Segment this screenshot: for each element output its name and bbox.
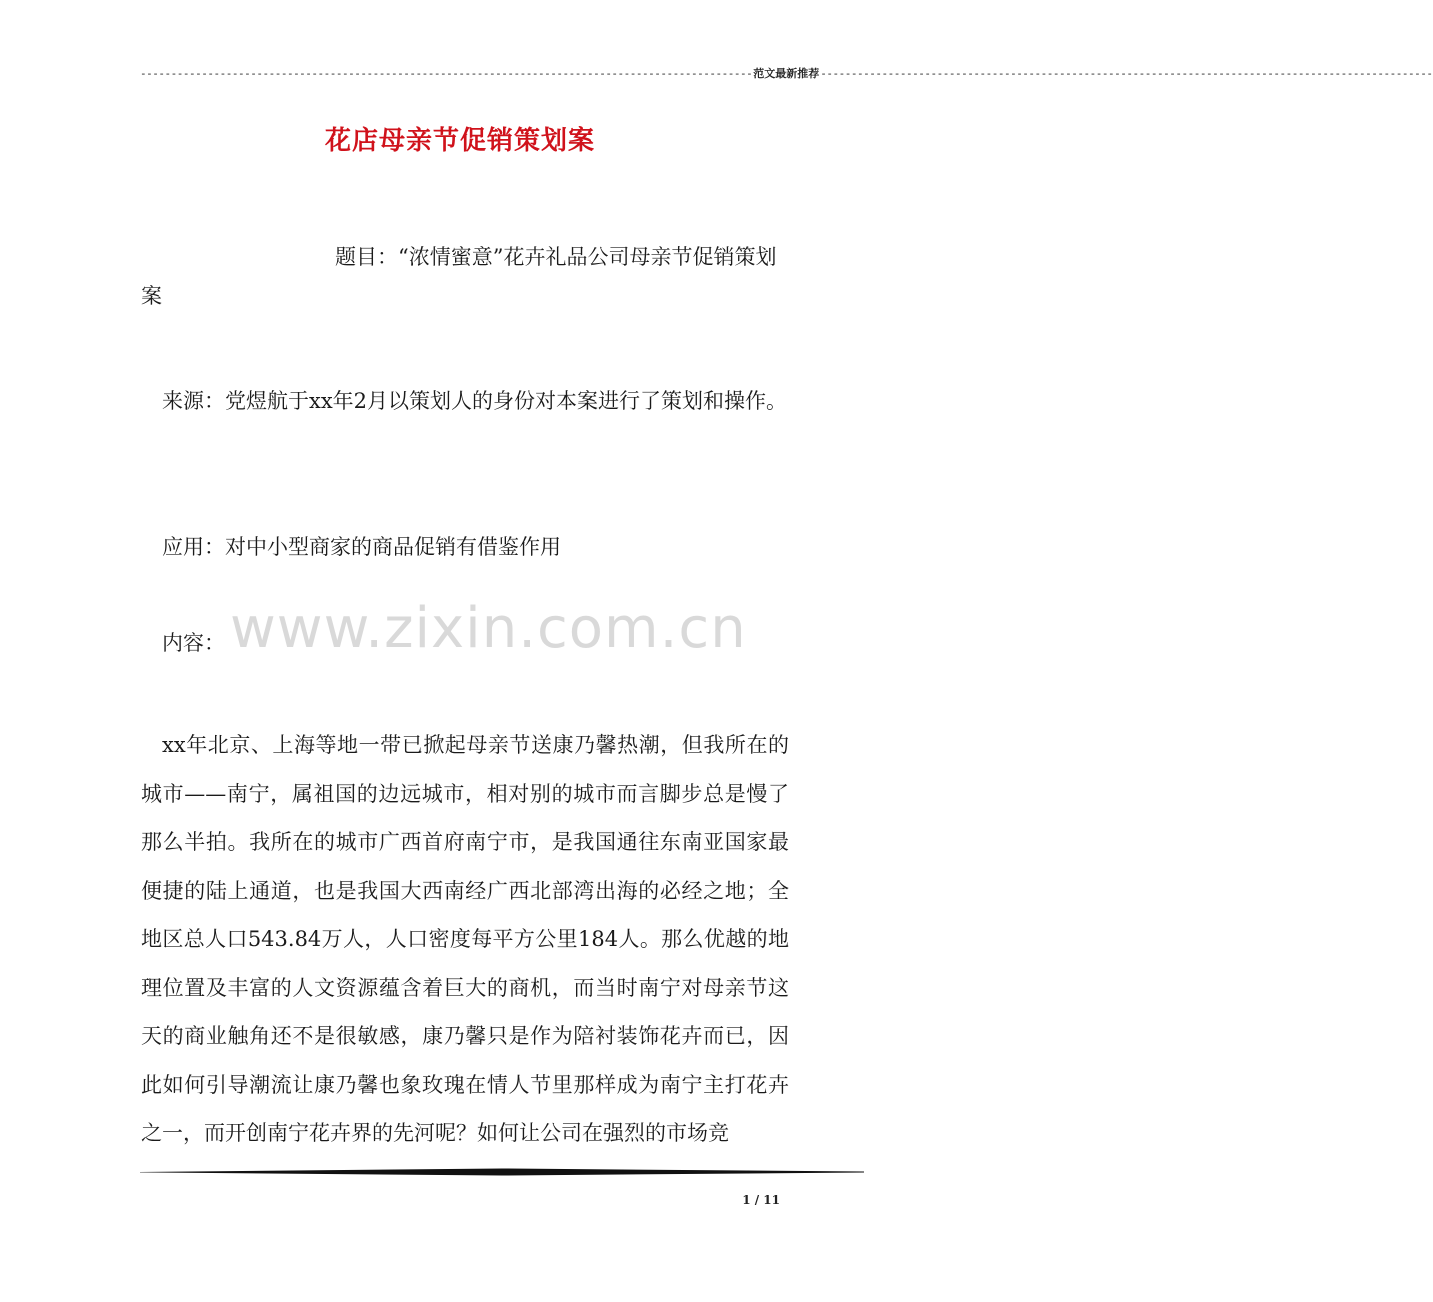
header-right-rule: ---------------------------------------------------------------------------------------------------- [820, 67, 1433, 80]
watermark: www.zixin.com.cn [230, 596, 747, 661]
source-paragraph: 来源：党煜航于xx年2月以策划人的身份对本案进行了策划和操作。 [162, 389, 788, 413]
header-label: 范文最新推荐 [753, 67, 820, 80]
header-left-rule: ---------------------------------------------------------------------------------------------------- [140, 67, 753, 80]
body-paragraph: xx年北京、上海等地一带已掀起母亲节送康乃馨热潮，但我所在的城市——南宁，属祖国的边远城市，相对别的城市而言脚步总是慢了那么半拍。我所在的城市广西首府南宁市，是我国通往东南亚国家最便捷的陆上通道，也是我国大西南经广西北部湾出海的必经之地；全地区总人口543.84万人，人口密度每平方公里184人。那么优越的地理位置及丰富的人文资源蕴含着巨大的商机，而当时南宁对母亲节这天的商业触角还不是很敏感，康乃馨只是作为陪衬装饰花卉而已，因此如何引导潮流让康乃馨也象玫瑰在情人节里那样成为南宁主打花卉之一，而开创南宁花卉界的先河呢？如何让公司在强烈的市场竞 [141, 733, 789, 1145]
subject-paragraph: 题目：“浓情蜜意”花卉礼品公司母亲节促销策划案 [141, 245, 777, 308]
page-number: 1 / 11 [742, 1193, 780, 1207]
footer-rule [140, 1168, 864, 1176]
content-label: 内容： [162, 631, 225, 655]
running-header [140, 66, 1433, 82]
usage-paragraph: 应用：对中小型商家的商品促销有借鉴作用 [162, 535, 561, 559]
document-title: 花店母亲节促销策划案 [324, 126, 595, 156]
